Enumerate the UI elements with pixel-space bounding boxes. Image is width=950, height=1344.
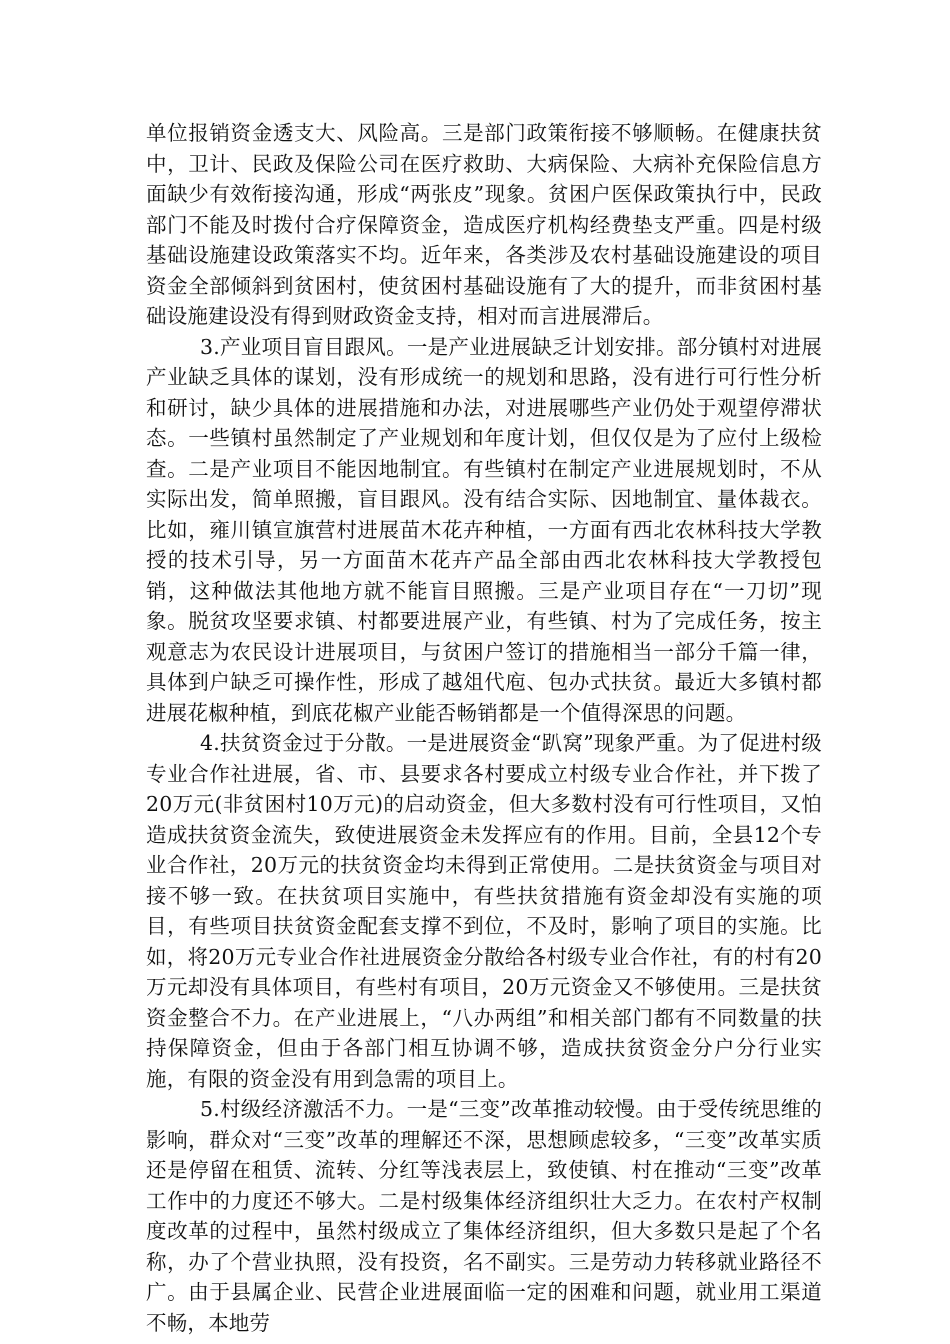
- paragraph-continued: 单位报销资金透支大、风险高。三是部门政策衔接不够顺畅。在健康扶贫中，卫计、民政及保险公司在医疗救助、大病保险、大病补充保险信息方面缺少有效衔接沟通，形成“两张皮”现象。贫困户医保政策执行中，民政部门不能及时拨付合疗保障资金，造成医疗机构经费垫支严重。四是村级基础设施建设政策落实不均。近年来，各类涉及农村基础设施建设的项目资金全部倾斜到贫困村，使贫困村基础设施有了大的提升，而非贫困村基础设施建设没有得到财政资金支持，相对而言进展滞后。: [146, 121, 822, 328]
- paragraph-village-economy: 5.村级经济激活不力。一是“三变”改革推动较慢。由于受传统思维的影响，群众对“三变”改革的理解还不深，思想顾虑较多，“三变”改革实质还是停留在租赁、流转、分红等浅表层上，致使镇、村在推动“三变”改革工作中的力度还不够大。二是村级集体经济组织壮大乏力。在农村产权制度改革的过程中，虽然村级成立了集体经济组织，但大多数只是起了个名称，办了个营业执照，没有投资，名不副实。三是劳动力转移就业路径不广。由于县属企业、民营企业进展面临一定的困难和问题，就业用工渠道不畅，本地劳: [146, 1097, 822, 1335]
- paragraph-poverty-funds: 4.扶贫资金过于分散。一是进展资金“趴窝”现象严重。为了促进村级专业合作社进展，省、市、县要求各村要成立村级专业合作社，并下拨了20万元(非贫困村10万元)的启动资金，但大多数村没有可行性项目，又怕造成扶贫资金流失，致使进展资金未发挥应有的作用。目前，全县12个专业合作社，20万元的扶贫资金均未得到正常使用。二是扶贫资金与项目对接不够一致。在扶贫项目实施中，有些扶贫措施有资金却没有实施的项目，有些项目扶贫资金配套支撑不到位，不及时，影响了项目的实施。比如，将20万元专业合作社进展资金分散给各村级专业合作社，有的村有20万元却没有具体项目，有些村有项目，20万元资金又不够使用。三是扶贫资金整合不力。在产业进展上，“八办两组”和相关部门都有不同数量的扶持保障资金，但由于各部门相互协调不够，造成扶贫资金分户分行业实施，有限的资金没有用到急需的项目上。: [146, 731, 822, 1091]
- document-body: [146, 118, 822, 1338]
- paragraph-industry-projects: 3.产业项目盲目跟风。一是产业进展缺乏计划安排。部分镇村对进展产业缺乏具体的谋划，没有形成统一的规划和思路，没有进行可行性分析和研讨，缺少具体的进展措施和办法，对进展哪些产业仍处于观望停滞状态。一些镇村虽然制定了产业规划和年度计划，但仅仅是为了应付上级检查。二是产业项目不能因地制宜。有些镇村在制定产业进展规划时，不从实际出发，简单照搬，盲目跟风。没有结合实际、因地制宜、量体裁衣。比如，雍川镇宣旗营村进展苗木花卉种植，一方面有西北农林科技大学教授的技术引导，另一方面苗木花卉产品全部由西北农林科技大学教授包销，这种做法其他地方就不能盲目照搬。三是产业项目存在“一刀切”现象。脱贫攻坚要求镇、村都要进展产业，有些镇、村为了完成任务，按主观意志为农民设计进展项目，与贫困户签订的措施相当一部分千篇一律，具体到户缺乏可操作性，形成了越俎代庖、包办式扶贫。最近大多镇村都进展花椒种植，到底花椒产业能否畅销都是一个值得深思的问题。: [146, 334, 822, 725]
